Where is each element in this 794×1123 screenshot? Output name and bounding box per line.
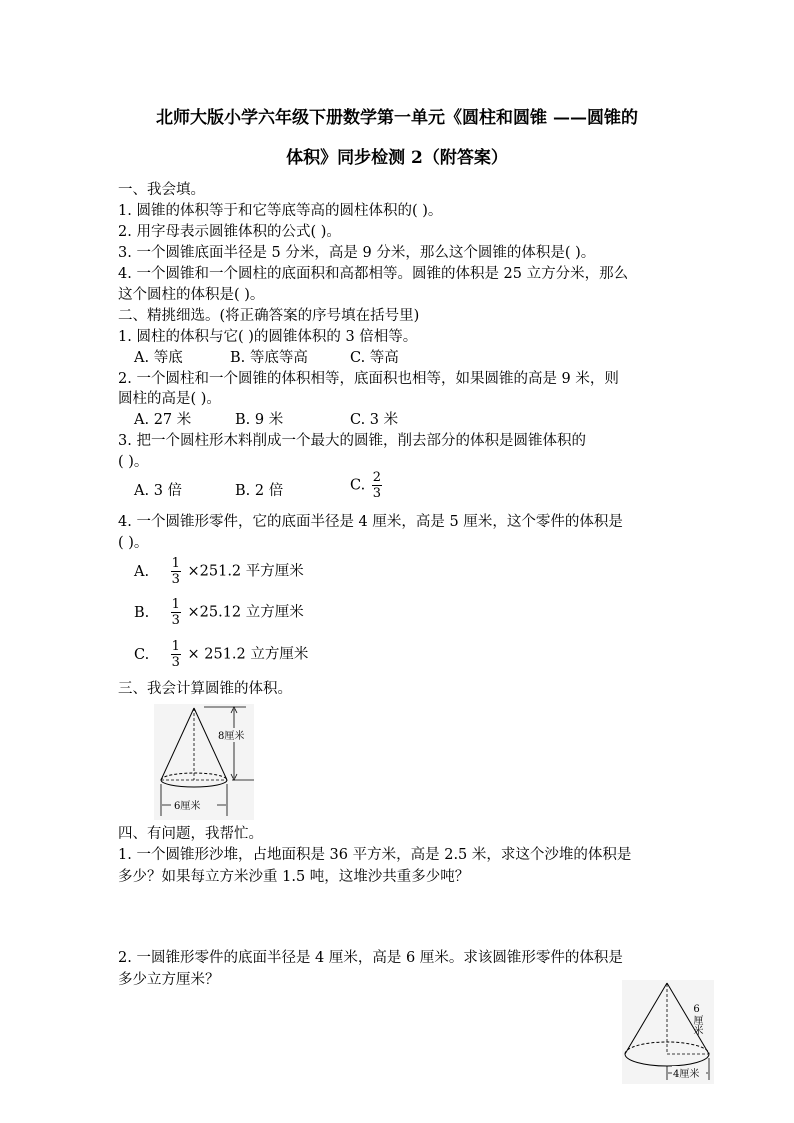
s2-q3-option-a: A. 3 倍 — [134, 483, 183, 499]
fraction-numerator: 2 — [372, 470, 382, 485]
fraction-denominator: 3 — [171, 572, 180, 587]
s2-q2-option-b: B. 9 米 — [235, 412, 284, 428]
s2-question-1: 1. 圆柱的体积与它( )的圆锥体积的 3 倍相等。 — [118, 329, 418, 345]
s2-q3-option-c-letter: C. — [350, 477, 366, 494]
s2-question-4-line2: ( )。 — [118, 535, 149, 551]
fraction-numerator: 1 — [171, 639, 180, 654]
cone-figure-2 — [622, 980, 714, 1084]
s1-question-1: 1. 圆锥的体积等于和它等底等高的圆柱体积的( )。 — [118, 203, 443, 219]
height-label: 8厘米 — [218, 731, 245, 742]
option-letter: B. — [134, 604, 150, 621]
s2-question-4-line1: 4. 一个圆锥形零件，它的底面半径是 4 厘米，高是 5 厘米，这个零件的体积是 — [118, 514, 623, 530]
s1-question-2: 2. 用字母表示圆锥体积的公式( )。 — [118, 224, 341, 240]
fraction-two-thirds — [372, 470, 382, 501]
s4-question-1-line1: 1. 一个圆锥形沙堆，占地面积是 36 平方米，高是 2.5 米，求这个沙堆的体积是 — [118, 847, 632, 863]
diameter-label: 6厘米 — [174, 801, 201, 812]
s2-question-3-line1: 3. 把一个圆柱形木料削成一个最大的圆锥，削去部分的体积是圆锥体积的 — [118, 433, 586, 449]
fraction-one-third — [171, 597, 181, 628]
s1-question-3: 3. 一个圆锥底面半径是 5 分米，高是 9 分米，那么这个圆锥的体积是( )。 — [118, 245, 596, 261]
section4-heading: 四、有问题，我帮忙。 — [118, 826, 263, 842]
option-text: ×25.12 立方厘米 — [187, 604, 304, 621]
s2-question-2-line2: 圆柱的高是( )。 — [118, 391, 221, 407]
fraction-one-third — [171, 639, 181, 670]
s2-q1-option-c: C. 等高 — [350, 350, 399, 366]
s1-question-4-line1: 4. 一个圆锥和一个圆柱的底面积和高都相等。圆锥的体积是 25 立方分米，那么 — [118, 266, 629, 282]
radius-label: 4厘米 — [673, 1069, 700, 1080]
s2-question-2-line1: 2. 一个圆柱和一个圆锥的体积相等，底面积也相等，如果圆锥的高是 9 米，则 — [118, 371, 619, 387]
fraction-denominator: 3 — [171, 655, 180, 670]
cone-figure-1 — [154, 704, 254, 820]
title-line-1: 北师大版小学六年级下册数学第一单元《圆柱和圆锥 ——圆锥的 — [156, 108, 638, 128]
s2-q1-option-b: B. 等底等高 — [230, 350, 308, 366]
s4-question-2-line2: 多少立方厘米？ — [118, 972, 220, 988]
fraction-one-third — [171, 556, 181, 587]
fraction-denominator: 3 — [372, 486, 382, 501]
s2-q3-option-b: B. 2 倍 — [235, 483, 284, 499]
option-letter: A. — [134, 563, 150, 580]
s2-q4-option-a — [134, 556, 304, 587]
fraction-denominator: 3 — [171, 613, 180, 628]
fraction-numerator: 1 — [171, 556, 180, 571]
s2-q3-option-c — [350, 470, 384, 501]
option-letter: C. — [134, 646, 150, 663]
s4-question-1-line2: 多少？如果每立方米沙重 1.5 吨，这堆沙共重多少吨？ — [118, 869, 470, 885]
s2-question-3-line2: ( )。 — [118, 454, 149, 470]
title-line-2: 体积》同步检测 2（附答案） — [286, 148, 508, 168]
section1-heading: 一、我会填。 — [118, 182, 205, 198]
section2-heading: 二、精挑细选。(将正确答案的序号填在括号里) — [118, 308, 420, 324]
option-text: ×251.2 平方厘米 — [187, 563, 304, 580]
s1-question-4-line2: 这个圆柱的体积是( )。 — [118, 287, 265, 303]
height-label-text: 6厘米 — [671, 1004, 702, 1015]
s4-question-2-line1: 2. 一圆锥形零件的底面半径是 4 厘米，高是 6 厘米。求该圆锥形零件的体积是 — [118, 950, 623, 966]
s2-q2-option-c: C. 3 米 — [350, 412, 399, 428]
s2-q4-option-c — [134, 639, 308, 670]
option-text: × 251.2 立方厘米 — [187, 646, 309, 663]
fraction-numerator: 1 — [171, 597, 180, 612]
s2-q1-option-a: A. 等底 — [134, 350, 183, 366]
s2-q4-option-b — [134, 597, 304, 628]
s2-q2-option-a: A. 27 米 — [134, 412, 192, 428]
section3-heading: 三、我会计算圆锥的体积。 — [118, 681, 292, 697]
